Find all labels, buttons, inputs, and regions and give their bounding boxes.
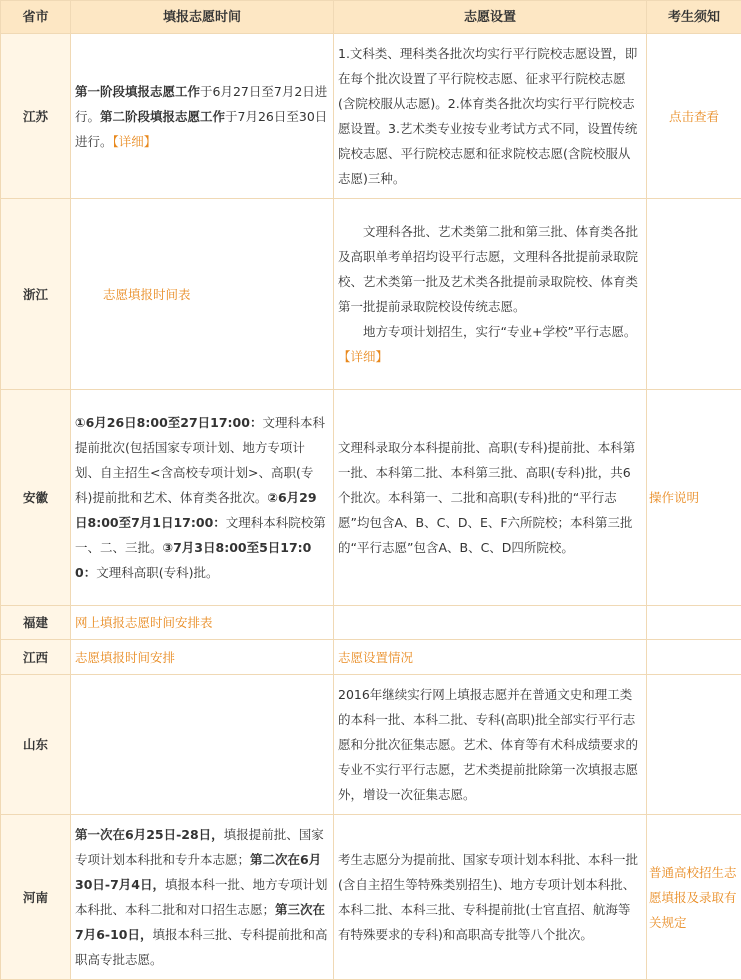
henan-notice-link[interactable]: 普通高校招生志愿填报及录取有关规定 [649, 865, 737, 930]
notice-jiangsu [647, 34, 741, 199]
header-province: 省市 [1, 1, 71, 34]
time-fujian [71, 606, 334, 640]
jiangsu-phase2-text: 于7月26日至30日进行。 [75, 109, 327, 149]
row-jiangsu [1, 34, 741, 199]
jiangsu-detail-link[interactable]: 【详细】 [113, 134, 157, 149]
province-shandong: 山东 [1, 675, 71, 815]
province-anhui: 安徽 [1, 390, 71, 606]
jiangsu-notice-link[interactable]: 点击查看 [669, 109, 719, 124]
fujian-time-link[interactable]: 网上填报志愿时间安排表 [75, 615, 213, 630]
setting-henan: 考生志愿分为提前批、国家专项计划本科批、本科一批(含自主招生等特殊类别招生)、地方专项计划本科批、本科二批、本科三批、专科提前批(士官直招、航海等有特殊要求的专科)和高职高专批等八个批次。 [334, 815, 647, 980]
row-anhui [1, 390, 741, 606]
jiangxi-time-link[interactable]: 志愿填报时间安排 [75, 650, 175, 665]
anhui-round3-label: ③7月3日8:00至5日17:00： [75, 540, 311, 580]
henan-round2-text: 填报本科一批、地方专项计划本科批、本科二批和对口招生志愿； [75, 877, 328, 917]
setting-jiangxi [334, 640, 647, 675]
setting-fujian [334, 606, 647, 640]
notice-jiangxi [647, 640, 741, 675]
row-zhejiang [1, 199, 741, 390]
province-jiangxi: 江西 [1, 640, 71, 675]
notice-fujian [647, 606, 741, 640]
setting-jiangsu: 1.文科类、理科类各批次均实行平行院校志愿设置，即在每个批次设置了平行院校志愿、征求平行院校志愿(含院校服从志愿)。2.体育类各批次均实行平行院校志愿设置。3.艺术类专业按专业考试方式不同，设置传统院校志愿、平行院校志愿和征求院校志愿(含院校服从志愿)三种。 [334, 34, 647, 199]
jiangsu-phase1-label: 第一阶段填报志愿工作 [75, 84, 200, 99]
province-zhejiang: 浙江 [1, 199, 71, 390]
henan-round1-text: 填报提前批、国家专项计划本科批和专升本志愿； [75, 827, 324, 867]
province-fujian: 福建 [1, 606, 71, 640]
anhui-notice-link[interactable]: 操作说明 [649, 490, 699, 505]
setting-anhui: 文理科录取分本科提前批、高职(专科)提前批、本科第一批、本科第二批、本科第三批、高职(专科)批，共6个批次。本科第一、二批和高职(专科)批的“平行志愿”均包含A、B、C、D、E、F六所院校；本科第三批的“平行志愿”包含A、B、C、D四所院校。 [334, 390, 647, 606]
time-jiangxi [71, 640, 334, 675]
notice-anhui [647, 390, 741, 606]
header-time: 填报志愿时间 [71, 1, 334, 34]
notice-henan [647, 815, 741, 980]
jiangsu-phase1-text: 于6月27日至7月2日进行。 [75, 84, 327, 124]
zhejiang-setting-p2: 地方专项计划招生，实行“专业+学校”平行志愿。 [363, 324, 636, 339]
time-henan [71, 815, 334, 980]
henan-round2-label: 第二次在6月30日-7月4日， [75, 852, 321, 892]
province-henan: 河南 [1, 815, 71, 980]
notice-shandong [647, 675, 741, 815]
henan-round1-label: 第一次在6月25日-28日， [75, 827, 224, 842]
anhui-round2-label: ②6月29日8:00至7月1日17:00： [75, 490, 317, 530]
notice-zhejiang [647, 199, 741, 390]
row-jiangxi [1, 640, 741, 675]
henan-round3-label: 第三次在7月6-10日， [75, 902, 325, 942]
row-henan [1, 815, 741, 980]
header-notice: 考生须知 [647, 1, 741, 34]
anhui-round1-text: 文理科本科提前批次(包括国家专项计划、地方专项计划、自主招生<含高校专项计划>、高职(专科)提前批和艺术、体育类各批次。 [75, 415, 325, 505]
row-fujian [1, 606, 741, 640]
jiangsu-phase2-label: 第二阶段填报志愿工作 [100, 109, 225, 124]
anhui-round3-text: 文理科高职(专科)批。 [96, 565, 218, 580]
setting-zhejiang [334, 199, 647, 390]
header-row [1, 1, 741, 34]
jiangxi-setting-link[interactable]: 志愿设置情况 [338, 650, 413, 665]
time-shandong [71, 675, 334, 815]
header-setting: 志愿设置 [334, 1, 647, 34]
setting-shandong: 2016年继续实行网上填报志愿并在普通文史和理工类的本科一批、本科二批、专科(高职)批全部实行平行志愿和分批次征集志愿。艺术、体育等有术科成绩要求的专业不实行平行志愿，艺术类提前批除第一次填报志愿外，增设一次征集志愿。 [334, 675, 647, 815]
zhejiang-time-link[interactable]: 志愿填报时间表 [103, 287, 191, 302]
time-jiangsu [71, 34, 334, 199]
zhejiang-setting-p1: 文理科各批、艺术类第二批和第三批、体育类各批及高职单考单招均设平行志愿，文理科各批提前录取院校、艺术类第一批及艺术类各批提前录取院校、体育类第一批提前录取院校设传统志愿。 [338, 219, 642, 319]
time-zhejiang [71, 199, 334, 390]
anhui-round1-label: ①6月26日8:00至27日17:00： [75, 415, 262, 430]
zhejiang-setting-p2-wrap [338, 319, 642, 369]
zhejiang-detail-link[interactable]: 【详细】 [338, 349, 388, 364]
row-shandong [1, 675, 741, 815]
province-jiangsu: 江苏 [1, 34, 71, 199]
henan-round3-text: 填报本科三批、专科提前批和高职高专批志愿。 [75, 927, 328, 967]
time-anhui [71, 390, 334, 606]
anhui-round2-text: 文理科本科院校第一、二、三批。 [75, 515, 326, 555]
